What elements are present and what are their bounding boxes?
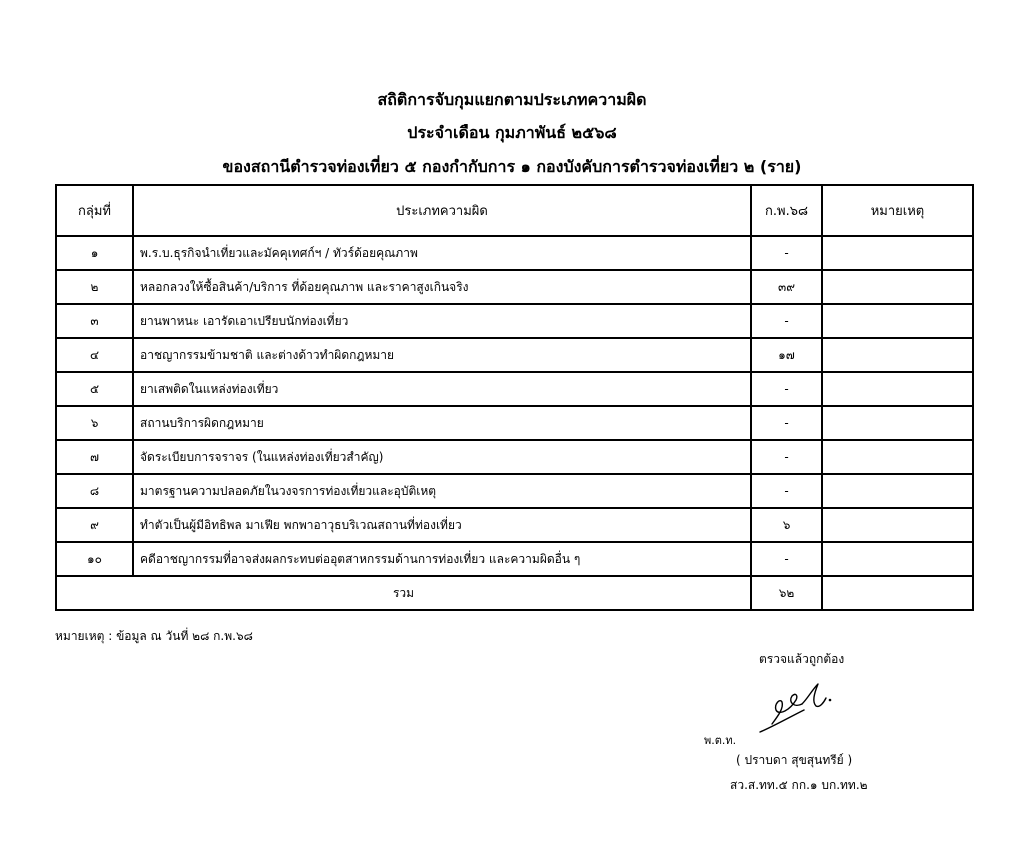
group-number: ๙ [56, 508, 133, 542]
offense-note [822, 542, 973, 576]
group-number: ๒ [56, 270, 133, 304]
table-row [56, 406, 973, 440]
column-header-group: กลุ่มที่ [56, 185, 133, 236]
handwritten-signature [758, 680, 838, 742]
group-number: ๘ [56, 474, 133, 508]
offense-note [822, 508, 973, 542]
group-number: ๑๐ [56, 542, 133, 576]
offense-statistics-table [55, 184, 974, 611]
report-title: สถิติการจับกุมแยกตามประเภทความผิด [377, 90, 647, 109]
offense-note [822, 474, 973, 508]
signer-name: ( ปราบดา สุขสุนทรีย์ ) [736, 753, 853, 767]
group-number: ๓ [56, 304, 133, 338]
offense-note [822, 304, 973, 338]
total-value: ๖๒ [751, 576, 822, 610]
column-header-offense: ประเภทความผิด [133, 185, 751, 236]
offense-note [822, 372, 973, 406]
signer-rank: พ.ต.ท. [704, 734, 737, 747]
offense-note [822, 406, 973, 440]
signer-position: สว.ส.ทท.๕ กก.๑ บก.ทท.๒ [730, 778, 868, 792]
group-number: ๔ [56, 338, 133, 372]
table-row [56, 338, 973, 372]
offense-count: ๖ [751, 508, 822, 542]
offense-note [822, 270, 973, 304]
table-row [56, 508, 973, 542]
verified-label: ตรวจแล้วถูกต้อง [759, 652, 845, 666]
offense-count: ๓๙ [751, 270, 822, 304]
table-row [56, 304, 973, 338]
offense-count: - [751, 236, 822, 270]
offense-count: - [751, 440, 822, 474]
column-header-note: หมายเหตุ [822, 185, 973, 236]
offense-count: - [751, 406, 822, 440]
group-number: ๑ [56, 236, 133, 270]
offense-count: - [751, 304, 822, 338]
offense-note [822, 440, 973, 474]
group-number: ๗ [56, 440, 133, 474]
table-row [56, 236, 973, 270]
group-number: ๖ [56, 406, 133, 440]
offense-type: คดีอาชญากรรมที่อาจส่งผลกระทบต่ออุตสาหกรรมด้านการท่องเที่ยว และความผิดอื่น ๆ [133, 542, 751, 576]
group-number: ๕ [56, 372, 133, 406]
table-row [56, 270, 973, 304]
offense-type: สถานบริการผิดกฎหมาย [133, 406, 751, 440]
table-header-row [56, 185, 973, 236]
offense-count: - [751, 372, 822, 406]
table-row [56, 474, 973, 508]
total-note [822, 576, 973, 610]
offense-type: ทำตัวเป็นผู้มีอิทธิพล มาเฟีย พกพาอาวุธบริเวณสถานที่ท่องเที่ยว [133, 508, 751, 542]
offense-type: ยาเสพติดในแหล่งท่องเที่ยว [133, 372, 751, 406]
report-unit: ของสถานีตำรวจท่องเที่ยว ๕ กองกำกับการ ๑ กองบังคับการตำรวจท่องเที่ยว ๒ (ราย) [222, 157, 802, 176]
table-row [56, 372, 973, 406]
offense-count: - [751, 474, 822, 508]
offense-type: หลอกลวงให้ซื้อสินค้า/บริการ ที่ด้อยคุณภาพ และราคาสูงเกินจริง [133, 270, 751, 304]
offense-count: - [751, 542, 822, 576]
offense-note [822, 338, 973, 372]
offense-count: ๑๗ [751, 338, 822, 372]
offense-type: ยานพาหนะ เอารัดเอาเปรียบนักท่องเที่ยว [133, 304, 751, 338]
table-row [56, 542, 973, 576]
total-label: รวม [56, 576, 751, 610]
table-row [56, 440, 973, 474]
offense-note [822, 236, 973, 270]
offense-type: มาตรฐานความปลอดภัยในวงจรการท่องเที่ยวและอุบัติเหตุ [133, 474, 751, 508]
total-row [56, 576, 973, 610]
column-header-month: ก.พ.๖๘ [751, 185, 822, 236]
offense-type: จัดระเบียบการจราจร (ในแหล่งท่องเที่ยวสำคัญ) [133, 440, 751, 474]
offense-type: อาชญากรรมข้ามชาติ และต่างด้าวทำผิดกฎหมาย [133, 338, 751, 372]
offense-type: พ.ร.บ.ธุรกิจนำเที่ยวและมัคคุเทศก์ฯ / ทัวร์ด้อยคุณภาพ [133, 236, 751, 270]
data-note: หมายเหตุ : ข้อมูล ณ วันที่ ๒๘ ก.พ.๖๘ [55, 629, 253, 643]
report-period: ประจำเดือน กุมภาพันธ์ ๒๕๖๘ [407, 123, 617, 142]
